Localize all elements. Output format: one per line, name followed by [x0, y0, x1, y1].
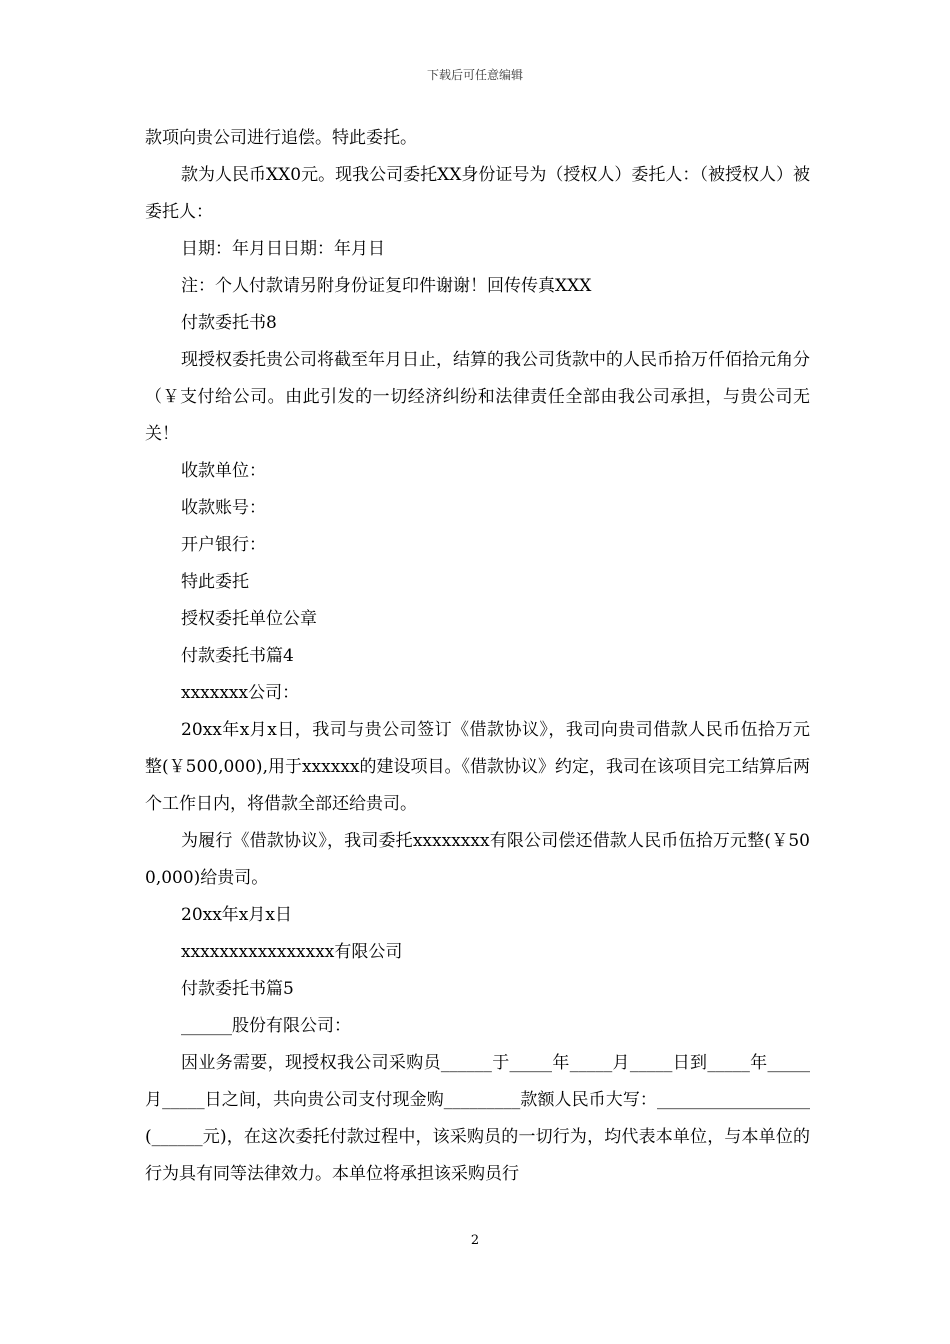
- paragraph: 收款单位：: [181, 461, 266, 481]
- section-heading: 付款委托书篇5: [181, 979, 294, 999]
- paragraph: 开户银行：: [181, 535, 266, 555]
- paragraph: ______股份有限公司：: [181, 1016, 351, 1036]
- page-number: 2: [470, 1233, 480, 1248]
- paragraph: 现授权委托贵公司将截至年月日止，结算的我公司货款中的人民币拾万仟佰拾元角分（￥支付给公司。由此引发的一切经济纠纷和法律责任全部由我公司承担，与贵公司无关！: [145, 350, 810, 444]
- paragraph: 日期：年月日日期：年月日: [181, 239, 385, 259]
- document-body: [145, 120, 810, 1193]
- paragraph: 20xx年x月x日，我司与贵公司签订《借款协议》，我司向贵司借款人民币伍拾万元整(￥500,000),用于xxxxxx的建设项目。《借款协议》约定，我司在该项目完工结算后两个工作日内，将借款全部还给贵司。: [145, 720, 810, 814]
- paragraph: 因业务需要，现授权我公司采购员______于_____年_____月_____日到_____年_____月_____日之间，共向贵公司支付现金购_________款额人民币大写：__________________(______元)，在这次委托付款过程中，该采购员的一切行为，均代表本单位，与本单位的行为具有同等法律效力。本单位将承担该采购员行: [145, 1053, 810, 1184]
- paragraph: 为履行《借款协议》，我司委托xxxxxxxx有限公司偿还借款人民币伍拾万元整(￥500,000)给贵司。: [145, 831, 810, 888]
- page-header: 下载后可任意编辑: [426, 68, 523, 82]
- paragraph: 款项向贵公司进行追偿。特此委托。: [145, 128, 417, 148]
- section-heading: 付款委托书篇4: [181, 646, 294, 666]
- section-heading: 付款委托书8: [181, 313, 277, 333]
- paragraph: 注：个人付款请另附身份证复印件谢谢！回传传真XXX: [181, 276, 592, 296]
- paragraph: 20xx年x月x日: [181, 905, 292, 925]
- paragraph: 授权委托单位公章: [181, 609, 317, 629]
- paragraph: xxxxxxxxxxxxxxxx有限公司: [181, 942, 403, 962]
- paragraph: xxxxxxx公司：: [181, 683, 300, 703]
- paragraph: 收款账号：: [181, 498, 266, 518]
- paragraph: 款为人民币XX0元。现我公司委托XX身份证号为（授权人）委托人：（被授权人）被委托人：: [145, 165, 810, 222]
- paragraph: 特此委托: [181, 572, 249, 592]
